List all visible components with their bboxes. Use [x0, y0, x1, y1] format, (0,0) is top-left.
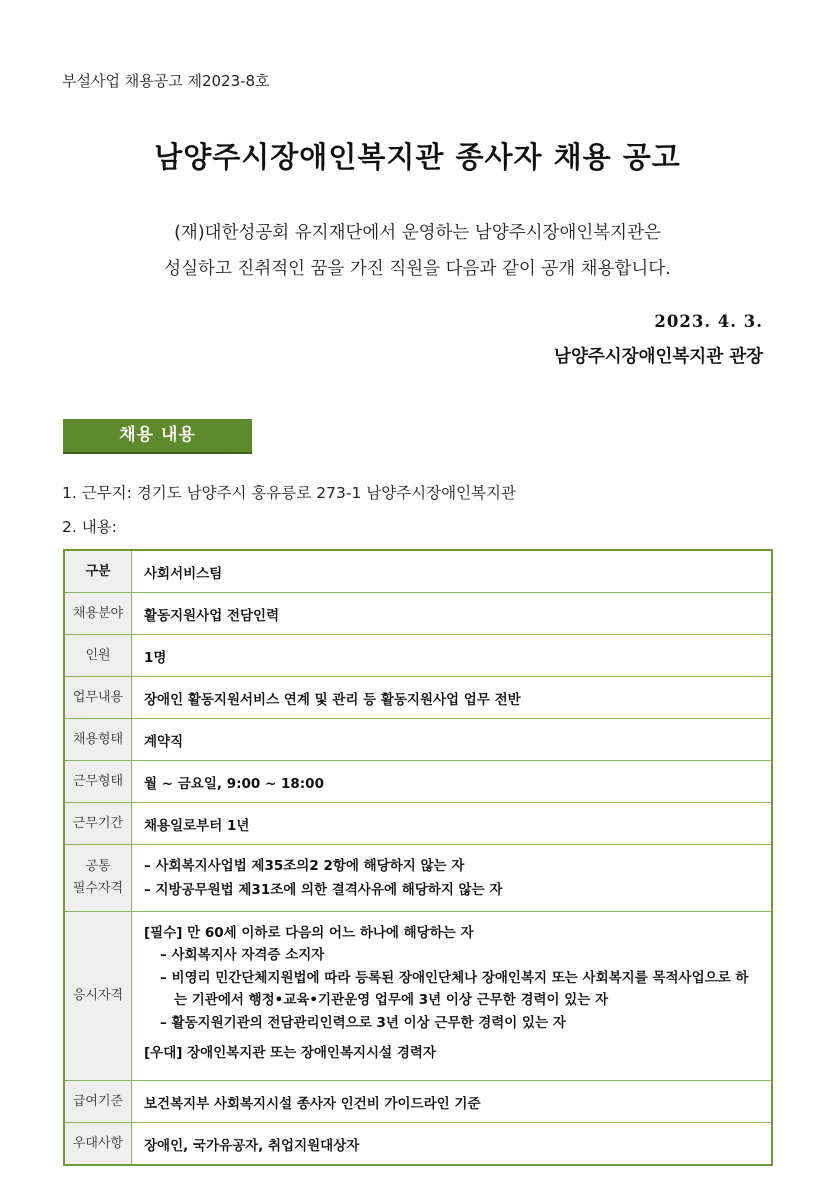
row-value: 활동지원사업 전담인력 [132, 593, 773, 635]
notice-date: 2023. 4. 3. [654, 312, 763, 331]
row-label: 채용분야 [64, 593, 132, 635]
row-value: 사회서비스팀 [132, 550, 773, 593]
row-label: 인원 [64, 635, 132, 677]
row-label: 채용형태 [64, 719, 132, 761]
label-line: 필수자격 [72, 881, 124, 896]
row-value: 1명 [132, 635, 773, 677]
qualification-line: – 활동지원기관의 전담관리인력으로 3년 이상 근무한 경력이 있는 자 [160, 1014, 566, 1031]
intro-text [0, 215, 835, 287]
section-heading: 채용 내용 [63, 419, 252, 454]
table-row [64, 719, 772, 761]
qualification-line: 는 기관에서 행정•교육•기관운영 업무에 3년 이상 근무한 경력이 있는 자 [174, 992, 609, 1008]
preferred-line: [우대] 장애인복지관 또는 장애인복지시설 경력자 [144, 1045, 436, 1061]
row-label: 급여기준 [64, 1081, 132, 1123]
table-row [64, 761, 772, 803]
row-label: 업무내용 [64, 677, 132, 719]
table-row [64, 1123, 772, 1166]
row-label: 근무기간 [64, 803, 132, 845]
qualification-line: – 비영리 민간단체지원법에 따라 등록된 장애인단체나 장애인복지 또는 사회복지를 목적사업으로 하 [160, 969, 749, 986]
row-label: 우대사항 [64, 1123, 132, 1166]
table-row-qualification [64, 912, 772, 1081]
intro-line: (재)대한성공회 유지재단에서 운영하는 남양주시장애인복지관은 [174, 223, 661, 243]
row-value: 채용일로부터 1년 [132, 803, 773, 845]
table-row [64, 593, 772, 635]
notice-number: 부설사업 채용공고 제2023-8호 [62, 72, 270, 90]
issuer: 남양주시장애인복지관 관장 [554, 347, 763, 367]
table-row [64, 803, 772, 845]
requirement-line: – 사회복지사업법 제35조의2 2항에 해당하지 않는 자 [144, 858, 465, 874]
intro-line: 성실하고 진취적인 꿈을 가진 직원을 다음과 같이 공개 채용합니다. [164, 259, 671, 279]
row-value: 보건복지부 사회복지시설 종사자 인건비 가이드라인 기준 [132, 1081, 773, 1123]
row-value: 월 ~ 금요일, 9:00 ~ 18:00 [132, 761, 773, 803]
qualification-line: – 사회복지사 자격증 소지자 [160, 947, 325, 963]
row-label: 근무형태 [64, 761, 132, 803]
content-item: 2. 내용: [62, 518, 117, 536]
required-heading: [필수] 만 60세 이하로 다음의 어느 하나에 해당하는 자 [144, 924, 474, 941]
row-label [64, 845, 132, 912]
recruitment-table [63, 549, 773, 1166]
row-value: 장애인 활동지원서비스 연계 및 관리 등 활동지원사업 업무 전반 [132, 677, 773, 719]
row-value [132, 845, 773, 912]
requirement-line: – 지방공무원법 제31조에 의한 결격사유에 해당하지 않는 자 [144, 882, 503, 898]
table-row [64, 635, 772, 677]
row-value: 장애인, 국가유공자, 취업지원대상자 [132, 1123, 773, 1166]
table-row [64, 550, 772, 593]
page-title: 남양주시장애인복지관 종사자 채용 공고 [154, 140, 681, 174]
row-label: 구분 [64, 550, 132, 593]
workplace-item: 1. 근무지: 경기도 남양주시 홍유릉로 273-1 남양주시장애인복지관 [62, 484, 516, 502]
row-label: 응시자격 [64, 912, 132, 1081]
table-row-common-requirements [64, 845, 772, 912]
row-value: 계약직 [132, 719, 773, 761]
label-line: 공통 [85, 859, 111, 874]
table-row [64, 1081, 772, 1123]
row-value [132, 912, 773, 1081]
table-row [64, 677, 772, 719]
